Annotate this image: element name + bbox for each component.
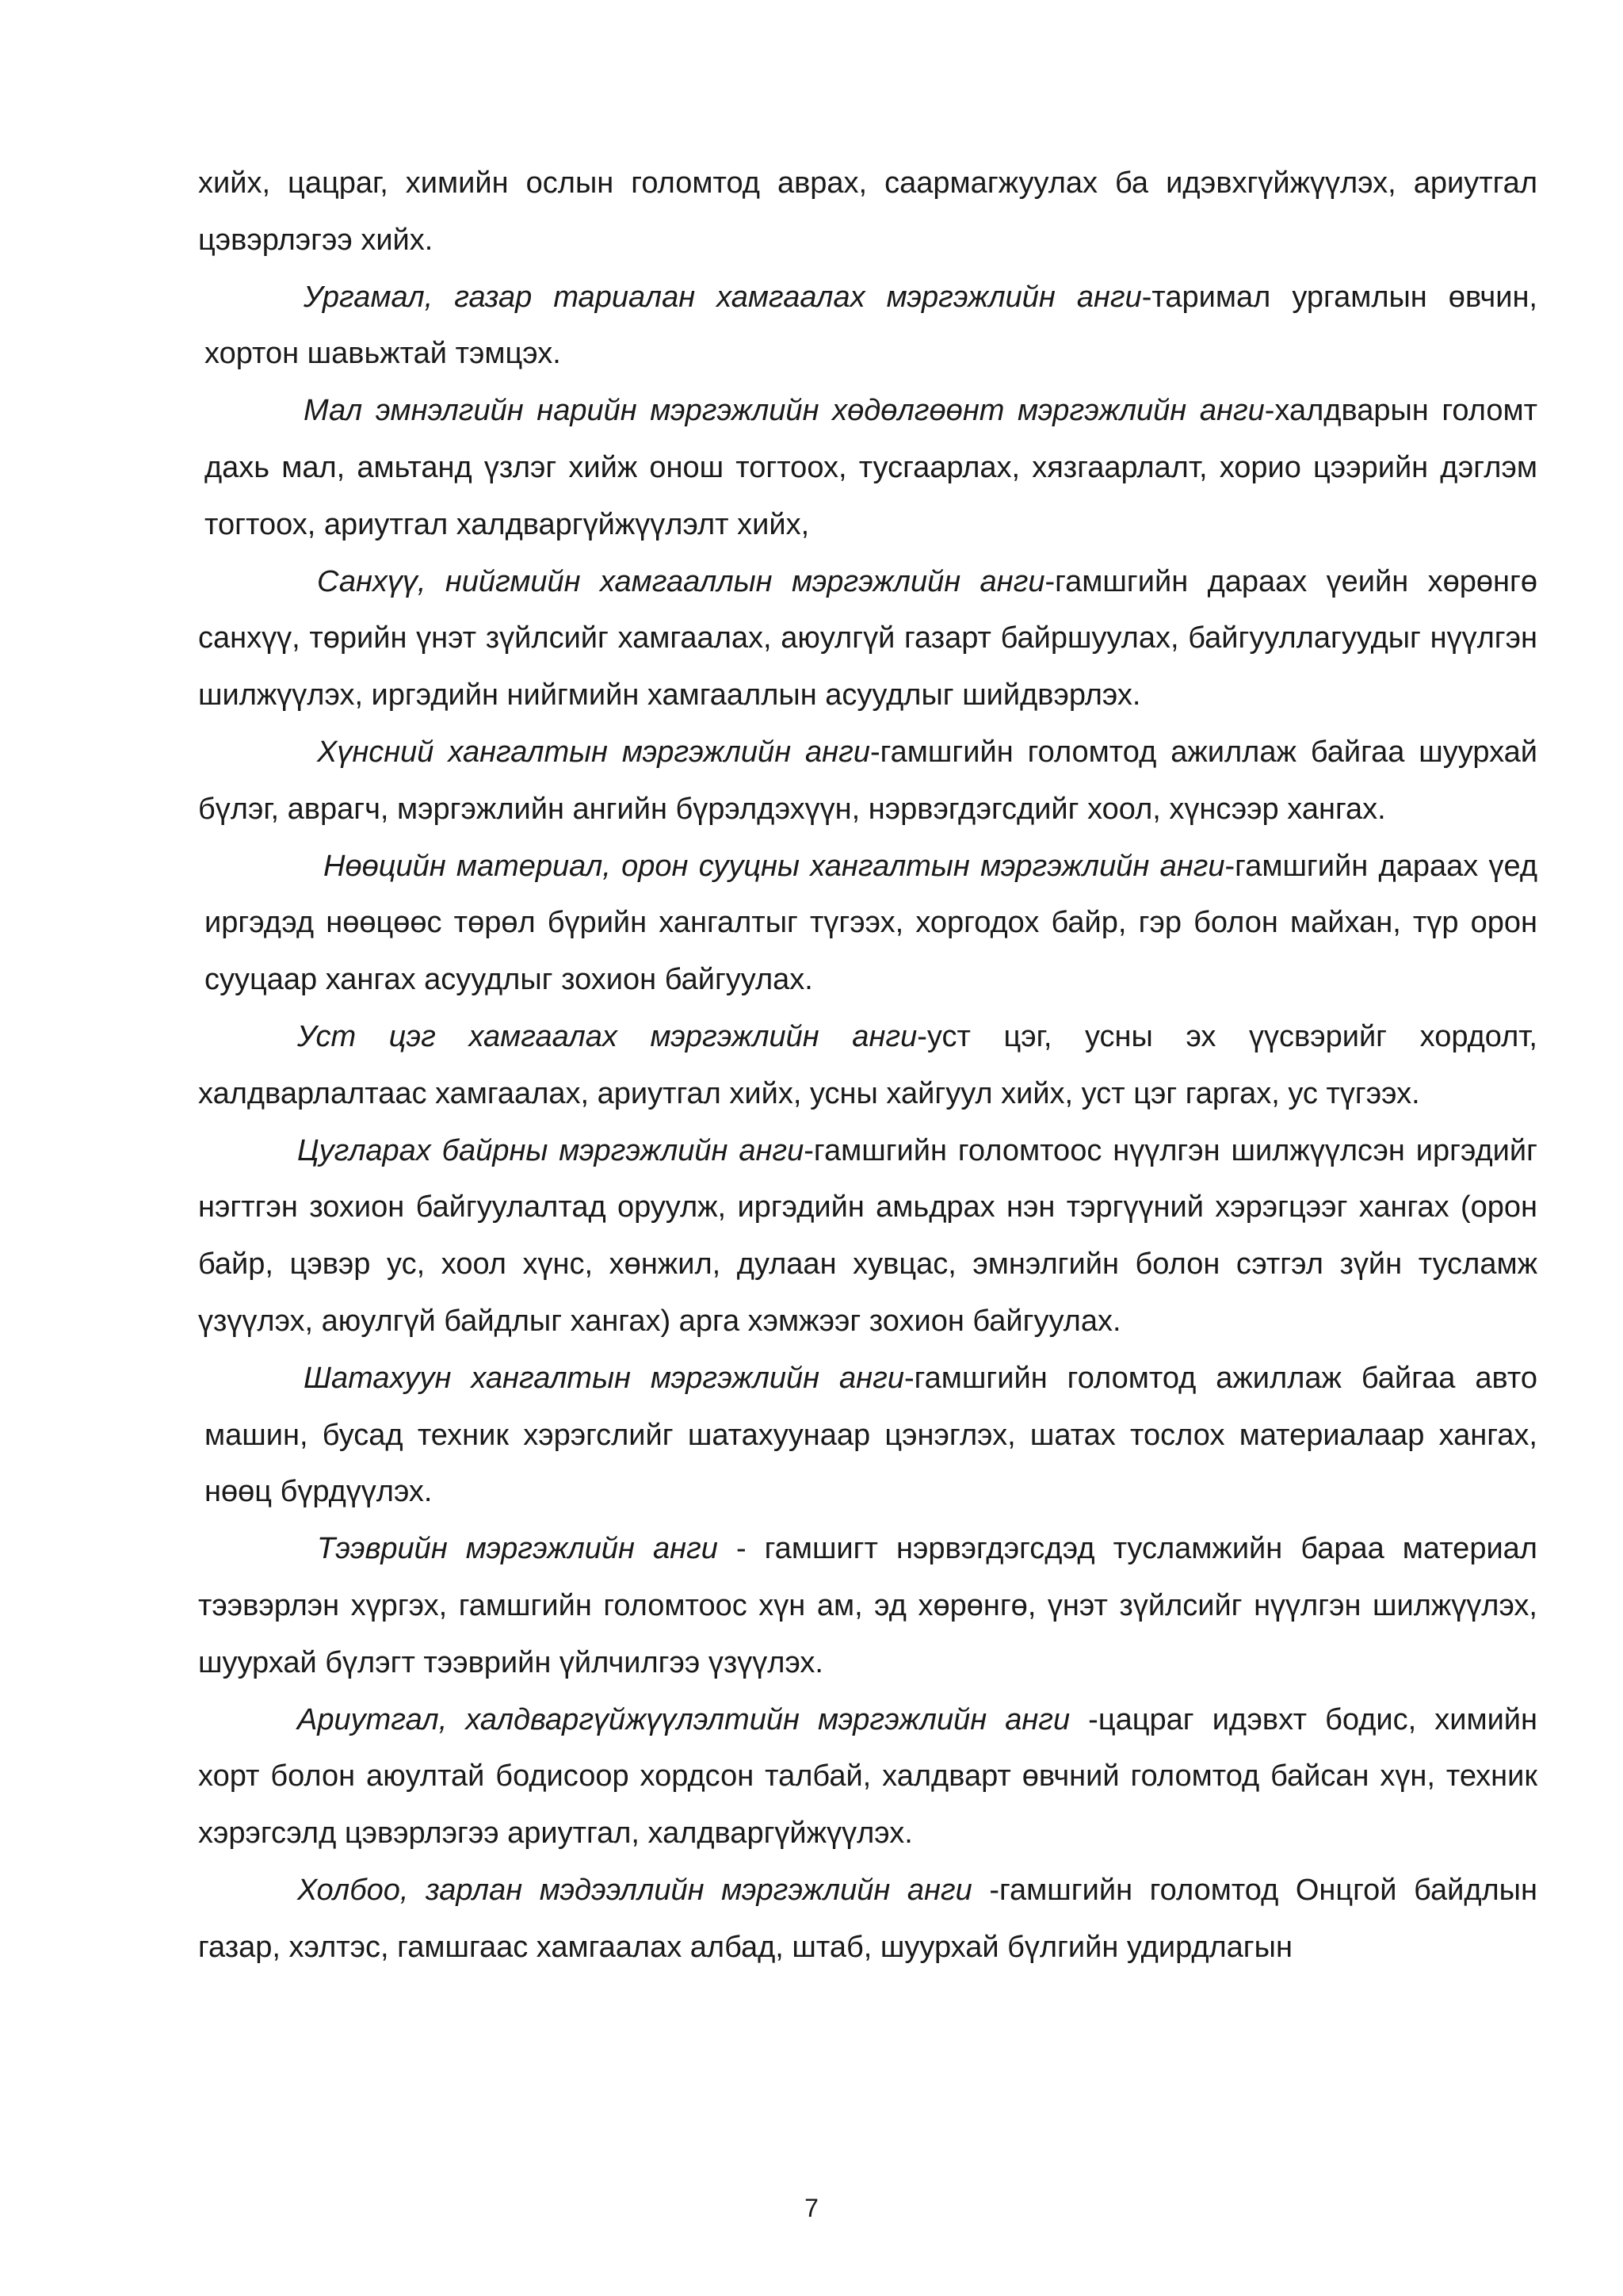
document-page: [198, 155, 1537, 1977]
paragraph-reserve-material-housing-unit: [198, 839, 1537, 1009]
paragraph-text: -уст цэг, усны эх үүсвэрийг хордолт, халдварлалтаас хамгаалах, ариутгал хийх, усны хайгуул хийх, уст цэг гаргах, ус түгээх.: [198, 1019, 1537, 1110]
paragraph-fuel-supply-unit: [198, 1350, 1537, 1521]
page-number: 7: [804, 2194, 819, 2222]
unit-name: Нөөцийн материал, орон сууцны хангалтын мэргэжлийн анги: [323, 849, 1225, 883]
paragraph-plant-protection-unit: [198, 269, 1537, 384]
unit-name: Тээврийн мэргэжлийн анги: [317, 1532, 718, 1566]
paragraph-food-supply-unit: [198, 724, 1537, 839]
unit-name: Холбоо, зарлан мэдээллийн мэргэжлийн анги: [297, 1873, 972, 1907]
paragraph-text: -цацраг идэвхт бодис, химийн хорт болон аюултай бодисоор хордсон талбай, халдварт өвчний голомтод байсан хүн, техник хэрэгсэлд цэвэрлэгээ ариутгал, халдваргүйжүүлэх.: [198, 1702, 1538, 1851]
paragraph-text: -гамшгийн дараах үеийн хөрөнгө санхүү, төрийн үнэт зүйлсийг хамгаалах, аюулгүй газарт байршуулах, байгууллагуудыг нүүлгэн шилжүүлэх, иргэдийн нийгмийн хамгааллын асуудлыг шийдвэрлэх.: [198, 564, 1537, 712]
paragraph-text: -гамшгийн голомтод ажиллаж байгаа шуурхай бүлэг, аврагч, мэргэжлийн ангийн бүрэлдэхүүн, нэрвэгдэгсдийг хоол, хүнсээр хангах.: [198, 735, 1537, 826]
unit-name: Ургамал, газар тариалан хамгаалах мэргэжлийн анги: [304, 280, 1142, 314]
paragraph-text: -гамшгийн голомтод Онцгой байдлын газар, хэлтэс, гамшгаас хамгаалах албад, штаб, шуурхай бүлгийн удирдлагын: [198, 1873, 1537, 1964]
unit-name: Уст цэг хамгаалах мэргэжлийн анги: [297, 1019, 918, 1053]
paragraph-text: -гамшгийн голомтод ажиллаж байгаа авто машин, бусад техник хэрэгслийг шатахуунаар цэнэглэх, шатах тослох материалаар хангах, нөөц бүрдүүлэх.: [204, 1361, 1537, 1509]
paragraph-disinfection-unit: [198, 1692, 1537, 1862]
unit-name: Цугларах байрны мэргэжлийн анги: [297, 1133, 804, 1167]
unit-name: Мал эмнэлгийн нарийн мэргэжлийн хөдөлгөөнт мэргэжлийн анги: [304, 394, 1265, 428]
unit-name: Ариутгал, халдваргүйжүүлэлтийн мэргэжлийн анги: [297, 1702, 1071, 1736]
paragraph-continuation: [198, 155, 1537, 269]
paragraph-text: -гамшгийн дараах үед иргэдэд нөөцөөс төрөл бүрийн хангалтыг түгээх, хоргодох байр, гэр болон майхан, түр орон сууцаар хангах асуудлыг зохион байгуулах.: [204, 849, 1537, 997]
paragraph-veterinary-unit: [198, 383, 1537, 553]
unit-name: Санхүү, нийгмийн хамгааллын мэргэжлийн анги: [317, 564, 1045, 598]
paragraph-text: - гамшигт нэрвэгдэгсдэд тусламжийн бараа материал тээвэрлэн хүргэх, гамшгийн голомтоос хүн ам, эд хөрөнгө, үнэт зүйлсийг нүүлгэн шилжүүлэх, шуурхай бүлэгт тээврийн үйлчилгээ үзүүлэх.: [198, 1532, 1537, 1679]
paragraph-water-point-protection-unit: [198, 1009, 1537, 1123]
paragraph-text: -халдварын голомт дахь мал, амьтанд үзлэг хийж онош тогтоох, тусгаарлах, хязгаарлалт, хорио цээрийн дэглэм тогтоох, ариутгал халдваргүйжүүлэлт хийх,: [204, 394, 1537, 541]
paragraph-text: хийх, цацраг, химийн ослын голомтод аврах, саармагжуулах ба идэвхгүйжүүлэх, ариутгал цэвэрлэгээ хийх.: [198, 166, 1537, 257]
paragraph-transport-unit: [198, 1521, 1537, 1691]
paragraph-assembly-point-unit: [198, 1123, 1537, 1350]
paragraph-communication-warning-unit: [198, 1862, 1537, 1977]
paragraph-text: -гамшгийн голомтоос нүүлгэн шилжүүлсэн иргэдийг нэгтгэн зохион байгуулалтад оруулж, иргэдийн амьдрах нэн тэргүүний хэрэгцээг хангах (орон байр, цэвэр ус, хоол хүнс, хөнжил, дулаан хувцас, эмнэлгийн болон сэтгэл зүйн тусламж үзүүлэх, аюулгүй байдлыг хангах) арга хэмжээг зохион байгуулах.: [198, 1133, 1537, 1338]
paragraph-text: -таримал ургамлын өвчин, хортон шавьжтай тэмцэх.: [204, 280, 1537, 371]
unit-name: Хүнсний хангалтын мэргэжлийн анги: [317, 735, 870, 769]
paragraph-finance-social-protection-unit: [198, 554, 1537, 724]
unit-name: Шатахуун хангалтын мэргэжлийн анги: [304, 1361, 904, 1395]
